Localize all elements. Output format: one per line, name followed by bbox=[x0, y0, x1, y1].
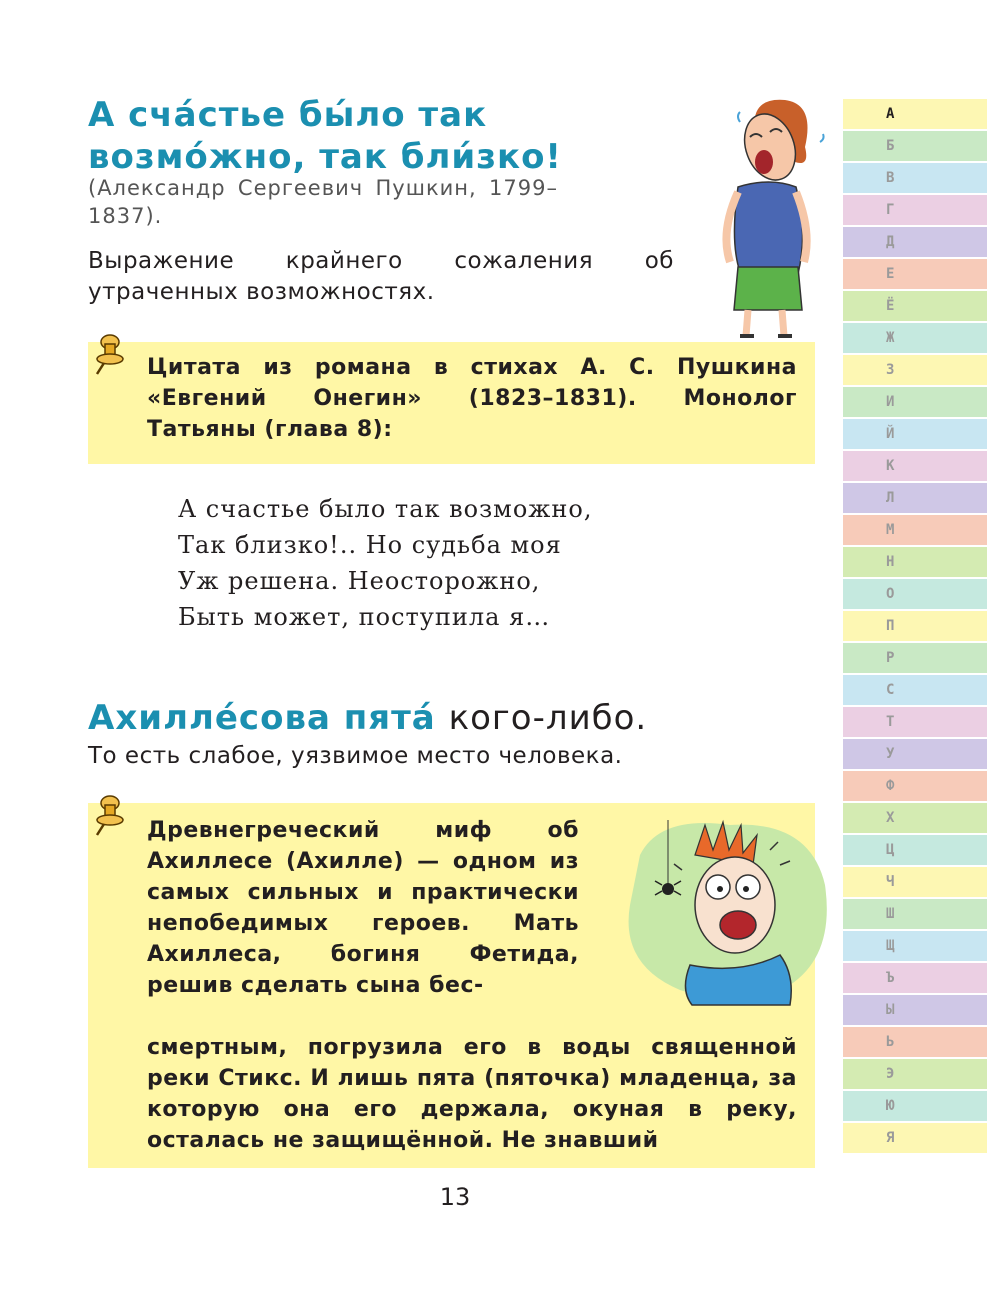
alphabet-tab[interactable]: В bbox=[843, 163, 987, 193]
alphabet-tab[interactable]: Л bbox=[843, 483, 987, 513]
alphabet-tab[interactable]: И bbox=[843, 387, 987, 417]
poem-line: Уж решена. Неосторожно, bbox=[178, 567, 541, 595]
alphabet-tab[interactable]: Ы bbox=[843, 995, 987, 1025]
entry-meaning: Выражение крайнего сожаления об утраченных возможностях. bbox=[88, 248, 674, 305]
alphabet-tab[interactable]: Щ bbox=[843, 931, 987, 961]
alphabet-tab[interactable]: Б bbox=[843, 131, 987, 161]
alphabet-tab[interactable]: А bbox=[843, 99, 987, 129]
alphabet-tab[interactable]: Ф bbox=[843, 771, 987, 801]
note-text: Древнегреческий миф об Ахиллесе (Ахилле) — одном из самых сильных и практически непобедимых героев. Мать Ахиллеса, богиня Фетида, решив сделать сына бес- bbox=[147, 818, 579, 998]
alphabet-tab[interactable]: С bbox=[843, 675, 987, 705]
entry-title: А сча́стье бы́ло так возмо́жно, так бли́зко! bbox=[88, 95, 562, 177]
alphabet-tab[interactable]: Ь bbox=[843, 1027, 987, 1057]
alphabet-tab[interactable]: Ч bbox=[843, 867, 987, 897]
entry-title bbox=[88, 696, 788, 740]
alphabet-tab[interactable]: Д bbox=[843, 227, 987, 257]
alphabet-tab[interactable]: Г bbox=[843, 195, 987, 225]
entry-title-suffix: кого-либо. bbox=[448, 698, 648, 738]
alphabet-tab[interactable]: Ж bbox=[843, 323, 987, 353]
alphabet-tab[interactable]: К bbox=[843, 451, 987, 481]
alphabet-index bbox=[843, 99, 987, 1155]
alphabet-tab[interactable]: Ю bbox=[843, 1091, 987, 1121]
poem-line: А счастье было так возможно, bbox=[178, 495, 593, 523]
note-text: смертным, погрузила его в воды священной реки Стикс. И лишь пята (пяточка) младенца, за которую она его держала, окуная в реку, осталась не защищённой. Не знавший bbox=[147, 1035, 797, 1153]
alphabet-tab[interactable]: Э bbox=[843, 1059, 987, 1089]
alphabet-tab[interactable]: М bbox=[843, 515, 987, 545]
historical-note bbox=[88, 342, 815, 464]
poem-excerpt bbox=[178, 491, 738, 635]
alphabet-tab[interactable]: Х bbox=[843, 803, 987, 833]
alphabet-tab[interactable]: У bbox=[843, 739, 987, 769]
alphabet-tab[interactable]: Ц bbox=[843, 835, 987, 865]
poem-line: Быть может, поступила я… bbox=[178, 603, 551, 631]
alphabet-tab[interactable]: Е bbox=[843, 259, 987, 289]
crying-woman-illustration bbox=[700, 92, 830, 342]
page-number: 13 bbox=[439, 1183, 471, 1211]
entry-title-phrase: Ахилле́сова пята́ bbox=[88, 698, 436, 738]
alphabet-tab[interactable]: О bbox=[843, 579, 987, 609]
pushpin-icon bbox=[92, 793, 126, 837]
alphabet-tab[interactable]: Р bbox=[843, 643, 987, 673]
alphabet-tab[interactable]: П bbox=[843, 611, 987, 641]
entry-meaning: То есть слабое, уязвимое место человека. bbox=[88, 743, 623, 769]
alphabet-tab[interactable]: Ъ bbox=[843, 963, 987, 993]
quote-source: (Александр Сергеевич Пушкин, 1799–1837). bbox=[88, 176, 558, 228]
alphabet-tab[interactable]: Ё bbox=[843, 291, 987, 321]
alphabet-tab[interactable]: З bbox=[843, 355, 987, 385]
alphabet-tab[interactable]: Й bbox=[843, 419, 987, 449]
alphabet-tab[interactable]: Н bbox=[843, 547, 987, 577]
alphabet-tab[interactable]: Т bbox=[843, 707, 987, 737]
alphabet-tab[interactable]: Я bbox=[843, 1123, 987, 1153]
alphabet-tab[interactable]: Ш bbox=[843, 899, 987, 929]
pushpin-icon bbox=[92, 332, 126, 376]
note-text: Цитата из романа в стихах А. С. Пушкина «Евгений Онегин» (1823–1831). Монолог Татьяны (глава 8): bbox=[147, 355, 797, 442]
poem-line: Так близко!.. Но судьба моя bbox=[178, 531, 562, 559]
scared-boy-with-spider-illustration bbox=[620, 815, 835, 1010]
